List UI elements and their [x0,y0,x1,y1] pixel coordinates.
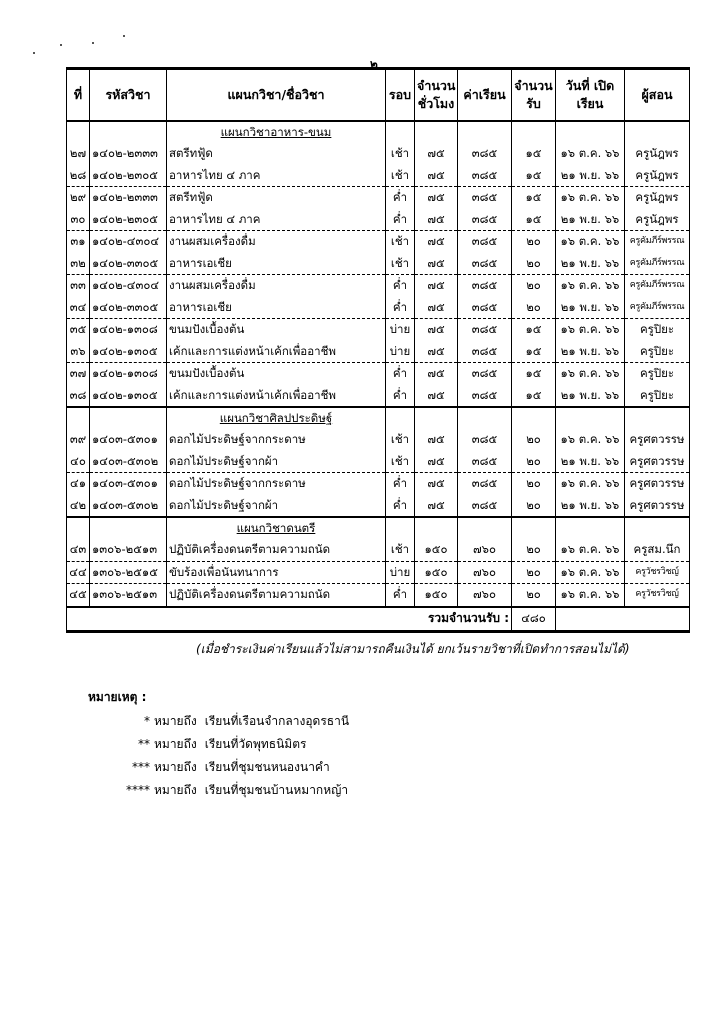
row-no: ๔๓ [67,539,90,561]
fee: ๓๘๕ [458,363,512,385]
section-title: แผนกวิชาอาหาร-ขนม [220,125,332,139]
table-row [67,363,690,385]
hours: ๗๕ [415,143,458,165]
remark-mark: **** [126,783,150,797]
remark-mark: ** [138,737,150,751]
capacity: ๒๐ [512,275,556,297]
start-date: ๒๑ พ.ย. ๖๖ [556,385,625,408]
empty-cell [67,407,90,429]
fee: ๓๘๕ [458,341,512,363]
remark-mark: * [144,714,150,728]
start-date: ๒๑ พ.ย. ๖๖ [556,297,625,319]
row-no: ๔๑ [67,473,90,495]
table-row [67,319,690,341]
capacity: ๒๐ [512,231,556,253]
remarks-title: หมายเหตุ : [88,690,147,704]
hours: ๗๕ [415,275,458,297]
capacity: ๑๕ [512,363,556,385]
subject-name: เค้กและการแต่งหน้าเค้กเพื่ออาชีพ [167,341,386,363]
teacher: ครูนัฎพร [625,165,690,187]
fee: ๓๘๕ [458,253,512,275]
fee: ๓๘๕ [458,297,512,319]
subject-name: งานผสมเครื่องดื่ม [167,231,386,253]
capacity: ๒๐ [512,584,556,607]
total-empty-cell [556,607,690,632]
teacher: ครูศตวรรษ [625,451,690,473]
session: ค่ำ [386,187,415,209]
start-date: ๒๑ พ.ย. ๖๖ [556,253,625,275]
hours: ๗๕ [415,363,458,385]
table-row [67,584,690,607]
row-no: ๒๙ [67,187,90,209]
empty-cell [556,517,625,539]
subject-name: ปฏิบัติเครื่องดนตรีตามความถนัด [167,539,386,561]
header-no: ที่ [67,69,90,122]
capacity: ๑๕ [512,385,556,408]
empty-cell [556,121,625,143]
subject-name: ดอกไม้ประดิษฐ์จากกระดาษ [167,429,386,451]
remark-item [110,735,306,754]
header-capacity: จำนวน รับ [512,69,556,122]
start-date: ๒๑ พ.ย. ๖๖ [556,165,625,187]
header-start-date: วันที่ เปิดเรียน [556,69,625,122]
start-date: ๑๖ ต.ค. ๖๖ [556,561,625,584]
section-title: แผนกวิชาดนตรี [236,521,316,535]
teacher: ครูวัชรวิชญ์ [625,584,690,607]
header-fee: ค่าเรียน [458,69,512,122]
empty-cell [90,517,167,539]
fee: ๓๘๕ [458,143,512,165]
course-code: ๑๓๐๖-๒๕๑๕ [90,561,167,584]
session: เช้า [386,539,415,561]
session: ค่ำ [386,297,415,319]
session: บ่าย [386,341,415,363]
start-date: ๑๖ ต.ค. ๖๖ [556,363,625,385]
empty-cell [415,517,458,539]
empty-cell [512,517,556,539]
hours: ๗๕ [415,495,458,518]
section-title: แผนกวิชาศิลปประดิษฐ์ [219,411,333,425]
empty-cell [556,407,625,429]
session: เช้า [386,253,415,275]
empty-cell [67,121,90,143]
row-no: ๔๒ [67,495,90,518]
subject-name: ดอกไม้ประดิษฐ์จากกระดาษ [167,473,386,495]
capacity: ๑๕ [512,319,556,341]
start-date: ๑๖ ต.ค. ๖๖ [556,429,625,451]
session: ค่ำ [386,473,415,495]
hours: ๑๕๐ [415,539,458,561]
scan-speck [60,44,62,46]
capacity: ๑๕ [512,143,556,165]
row-no: ๔๔ [67,561,90,584]
empty-cell [625,517,690,539]
fee: ๓๘๕ [458,275,512,297]
teacher: ครูศตวรรษ [625,473,690,495]
hours: ๗๕ [415,429,458,451]
empty-cell [512,121,556,143]
fee: ๓๘๕ [458,209,512,231]
teacher: ครูปิยะ [625,363,690,385]
fee: ๗๖๐ [458,584,512,607]
remark-item [110,712,349,731]
course-schedule-table [66,67,690,633]
empty-cell [625,407,690,429]
session: เช้า [386,165,415,187]
row-no: ๓๔ [67,297,90,319]
header-session: รอบ [386,69,415,122]
refund-note: (เมื่อชำระเงินค่าเรียนแล้วไม่สามารถคืนเงินได้ ยกเว้นรายวิชาที่เปิดทำการสอนไม่ได้) [196,642,630,656]
teacher: ครูคัมภีร์พรรณ [625,231,690,253]
hours: ๗๕ [415,297,458,319]
empty-cell [386,517,415,539]
remark-item [110,758,330,777]
row-no: ๓๑ [67,231,90,253]
course-code: ๑๓๐๖-๒๕๑๓ [90,539,167,561]
remark-text: เรียนที่วัดพุทธนิมิตร [204,737,307,751]
table-row [67,275,690,297]
row-no: ๓๖ [67,341,90,363]
subject-name: ขนมปังเบื้องต้น [167,319,386,341]
table-row [67,341,690,363]
start-date: ๑๖ ต.ค. ๖๖ [556,473,625,495]
subject-name: อาหารไทย ๔ ภาค [167,209,386,231]
course-code: ๑๔๐๓-๕๓๐๑ [90,429,167,451]
fee: ๓๘๕ [458,187,512,209]
scan-speck [33,52,35,54]
table-row [67,143,690,165]
row-no: ๓๐ [67,209,90,231]
course-code: ๑๔๐๒-๓๓๐๕ [90,297,167,319]
table-row [67,165,690,187]
subject-name: ขับร้องเพื่อนันทนาการ [167,561,386,584]
empty-cell [90,121,167,143]
empty-cell [458,407,512,429]
table-row [67,209,690,231]
subject-name: สตรีทฟู้ด [167,187,386,209]
empty-cell [415,121,458,143]
hours: ๗๕ [415,165,458,187]
capacity: ๒๐ [512,561,556,584]
row-no: ๓๒ [67,253,90,275]
empty-cell [625,121,690,143]
hours: ๗๕ [415,319,458,341]
remark-means: หมายถึง [154,737,197,751]
empty-cell [386,407,415,429]
capacity: ๒๐ [512,473,556,495]
capacity: ๒๐ [512,297,556,319]
course-code: ๑๔๐๒-๑๓๐๕ [90,341,167,363]
teacher: ครูนัฎพร [625,209,690,231]
page-number: ๒ [370,57,378,71]
fee: ๗๖๐ [458,539,512,561]
table-row [67,253,690,275]
section-title-cell [167,517,386,539]
fee: ๗๖๐ [458,561,512,584]
start-date: ๒๑ พ.ย. ๖๖ [556,341,625,363]
empty-cell [415,407,458,429]
start-date: ๑๖ ต.ค. ๖๖ [556,319,625,341]
table-row [67,539,690,561]
session: ค่ำ [386,495,415,518]
hours: ๗๕ [415,187,458,209]
fee: ๓๘๕ [458,451,512,473]
teacher: ครูปิยะ [625,385,690,408]
hours: ๗๕ [415,341,458,363]
row-no: ๓๕ [67,319,90,341]
table-row [67,451,690,473]
table-row [67,231,690,253]
hours: ๗๕ [415,473,458,495]
course-code: ๑๓๐๖-๒๕๑๓ [90,584,167,607]
table-header-row [67,69,690,122]
teacher: ครูศตวรรษ [625,429,690,451]
subject-name: อาหารไทย ๔ ภาค [167,165,386,187]
subject-name: อาหารเอเชีย [167,253,386,275]
empty-cell [67,517,90,539]
teacher: ครูคัมภีร์พรรณ [625,297,690,319]
start-date: ๒๑ พ.ย. ๖๖ [556,495,625,518]
section-title-cell [167,407,386,429]
scan-speck [92,42,94,44]
capacity: ๑๕ [512,165,556,187]
table-row [67,187,690,209]
capacity: ๒๐ [512,495,556,518]
course-code: ๑๔๐๓-๕๓๐๒ [90,451,167,473]
teacher: ครูนัฎพร [625,187,690,209]
session: บ่าย [386,319,415,341]
teacher: ครูปิยะ [625,341,690,363]
remark-mark: *** [132,760,150,774]
start-date: ๑๖ ต.ค. ๖๖ [556,187,625,209]
total-row [67,607,690,632]
table-row [67,385,690,408]
remark-text: เรียนที่เรือนจำกลางอุดรธานี [204,714,350,728]
empty-cell [512,407,556,429]
start-date: ๑๖ ต.ค. ๖๖ [556,275,625,297]
session: เช้า [386,231,415,253]
capacity: ๒๐ [512,451,556,473]
remark-text: เรียนที่ชุมชนหนองนาคำ [204,760,330,774]
total-label: รวมจำนวนรับ : [67,607,512,632]
table-row [67,473,690,495]
empty-cell [90,407,167,429]
teacher: ครูสม.นึก [625,539,690,561]
fee: ๓๘๕ [458,495,512,518]
hours: ๑๕๐ [415,584,458,607]
row-no: ๒๗ [67,143,90,165]
course-code: ๑๔๐๒-๔๓๐๔ [90,231,167,253]
table-row [67,495,690,518]
start-date: ๑๖ ต.ค. ๖๖ [556,143,625,165]
row-no: ๒๘ [67,165,90,187]
fee: ๓๘๕ [458,385,512,408]
course-code: ๑๔๐๒-๒๓๓๓ [90,187,167,209]
row-no: ๔๕ [67,584,90,607]
session: ค่ำ [386,363,415,385]
row-no: ๔๐ [67,451,90,473]
subject-name: อาหารเอเชีย [167,297,386,319]
remark-text: เรียนที่ชุมชนบ้านหมากหญ้า [204,783,349,797]
session: เช้า [386,451,415,473]
capacity: ๑๕ [512,187,556,209]
start-date: ๒๑ พ.ย. ๖๖ [556,209,625,231]
table-row [67,297,690,319]
remark-item [110,781,348,800]
row-no: ๓๓ [67,275,90,297]
empty-cell [458,517,512,539]
fee: ๓๘๕ [458,165,512,187]
fee: ๓๘๕ [458,429,512,451]
capacity: ๑๕ [512,209,556,231]
teacher: ครูวัชรวิชญ์ [625,561,690,584]
course-code: ๑๔๐๒-๑๓๐๘ [90,319,167,341]
teacher: ครูคัมภีร์พรรณ [625,275,690,297]
capacity: ๒๐ [512,253,556,275]
subject-name: ดอกไม้ประดิษฐ์จากผ้า [167,495,386,518]
course-code: ๑๔๐๓-๕๓๐๒ [90,495,167,518]
course-code: ๑๔๐๒-๑๓๐๕ [90,385,167,408]
session: ค่ำ [386,584,415,607]
session: ค่ำ [386,385,415,408]
section-header-row [67,407,690,429]
empty-cell [458,121,512,143]
course-code: ๑๔๐๒-๒๓๐๕ [90,209,167,231]
fee: ๓๘๕ [458,231,512,253]
start-date: ๑๖ ต.ค. ๖๖ [556,231,625,253]
course-code: ๑๔๐๒-๒๓๐๕ [90,165,167,187]
hours: ๗๕ [415,385,458,408]
subject-name: ดอกไม้ประดิษฐ์จากผ้า [167,451,386,473]
subject-name: ขนมปังเบื้องต้น [167,363,386,385]
capacity: ๒๐ [512,539,556,561]
header-code: รหัสวิชา [90,69,167,122]
teacher: ครูคัมภีร์พรรณ [625,253,690,275]
start-date: ๒๑ พ.ย. ๖๖ [556,451,625,473]
scan-speck [123,35,125,37]
row-no: ๓๗ [67,363,90,385]
capacity: ๒๐ [512,429,556,451]
hours: ๗๕ [415,231,458,253]
header-teacher: ผู้สอน [625,69,690,122]
table-row [67,561,690,584]
start-date: ๑๖ ต.ค. ๖๖ [556,539,625,561]
hours: ๑๕๐ [415,561,458,584]
row-no: ๓๙ [67,429,90,451]
empty-cell [386,121,415,143]
subject-name: เค้กและการแต่งหน้าเค้กเพื่ออาชีพ [167,385,386,408]
course-code: ๑๔๐๓-๕๓๐๑ [90,473,167,495]
start-date: ๑๖ ต.ค. ๖๖ [556,584,625,607]
subject-name: สตรีทฟู้ด [167,143,386,165]
course-code: ๑๔๐๒-๔๓๐๔ [90,275,167,297]
session: ค่ำ [386,275,415,297]
section-header-row [67,121,690,143]
remark-means: หมายถึง [154,760,197,774]
capacity: ๑๕ [512,341,556,363]
hours: ๗๕ [415,451,458,473]
hours: ๗๕ [415,253,458,275]
session: ค่ำ [386,209,415,231]
fee: ๓๘๕ [458,319,512,341]
course-code: ๑๔๐๒-๑๓๐๘ [90,363,167,385]
section-title-cell [167,121,386,143]
course-code: ๑๔๐๒-๓๓๐๕ [90,253,167,275]
total-value: ๔๘๐ [512,607,556,632]
header-hours: จำนวน ชั่วโมง [415,69,458,122]
subject-name: ปฏิบัติเครื่องดนตรีตามความถนัด [167,584,386,607]
teacher: ครูปิยะ [625,319,690,341]
hours: ๗๕ [415,209,458,231]
remark-means: หมายถึง [154,714,197,728]
section-header-row [67,517,690,539]
fee: ๓๘๕ [458,473,512,495]
session: เช้า [386,143,415,165]
subject-name: งานผสมเครื่องดื่ม [167,275,386,297]
teacher: ครูนัฎพร [625,143,690,165]
session: เช้า [386,429,415,451]
remark-means: หมายถึง [154,783,197,797]
header-subject: แผนกวิชา/ชื่อวิชา [167,69,386,122]
table-row [67,429,690,451]
row-no: ๓๘ [67,385,90,408]
session: บ่าย [386,561,415,584]
teacher: ครูศตวรรษ [625,495,690,518]
course-code: ๑๔๐๒-๒๓๓๓ [90,143,167,165]
